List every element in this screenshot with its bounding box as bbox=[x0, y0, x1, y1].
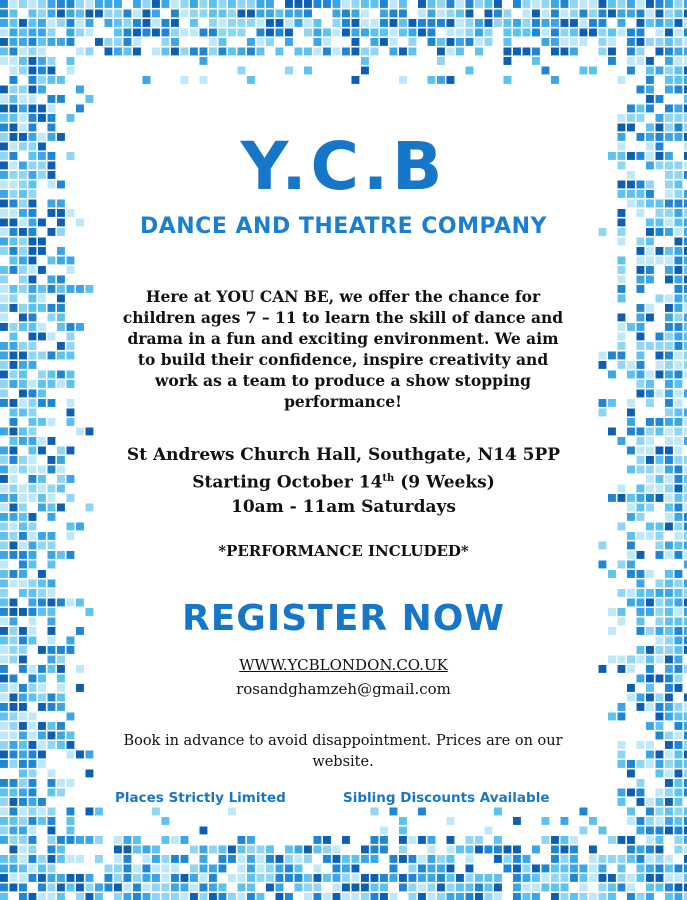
company-title: Y.C.B bbox=[240, 128, 447, 205]
start-date-text bbox=[0, 467, 687, 495]
start-date-suffix: th bbox=[382, 473, 395, 484]
venue-text: St Andrews Church Hall, Southgate, N14 5PP bbox=[126, 445, 561, 465]
intro-paragraph: Here at YOU CAN BE, we offer the chance for children ages 7 – 11 to learn the skill of dance and drama in a fun and exciting environment. We aim to build their confidence, inspire creativity and work as a team to produce a show stopping performance! bbox=[122, 287, 564, 411]
start-date-duration: (9 Weeks) bbox=[394, 472, 495, 493]
website-link[interactable]: WWW.YCBLONDON.CO.UK bbox=[239, 656, 448, 674]
register-now-heading: REGISTER NOW bbox=[181, 598, 506, 639]
company-subtitle: DANCE AND THEATRE COMPANY bbox=[139, 214, 547, 239]
email-address[interactable]: rosandghamzeh@gmail.com bbox=[236, 680, 451, 698]
start-date-prefix: Starting October 14 bbox=[192, 472, 383, 493]
places-limited-text: Places Strictly Limited bbox=[115, 790, 286, 806]
performance-note: *PERFORMANCE INCLUDED* bbox=[218, 542, 469, 560]
sibling-discount-text: Sibling Discounts Available bbox=[343, 790, 550, 806]
booking-note: Book in advance to avoid disappointment. Prices are on our website. bbox=[123, 733, 563, 770]
time-text: 10am - 11am Saturdays bbox=[231, 496, 456, 517]
class-details bbox=[0, 443, 687, 519]
